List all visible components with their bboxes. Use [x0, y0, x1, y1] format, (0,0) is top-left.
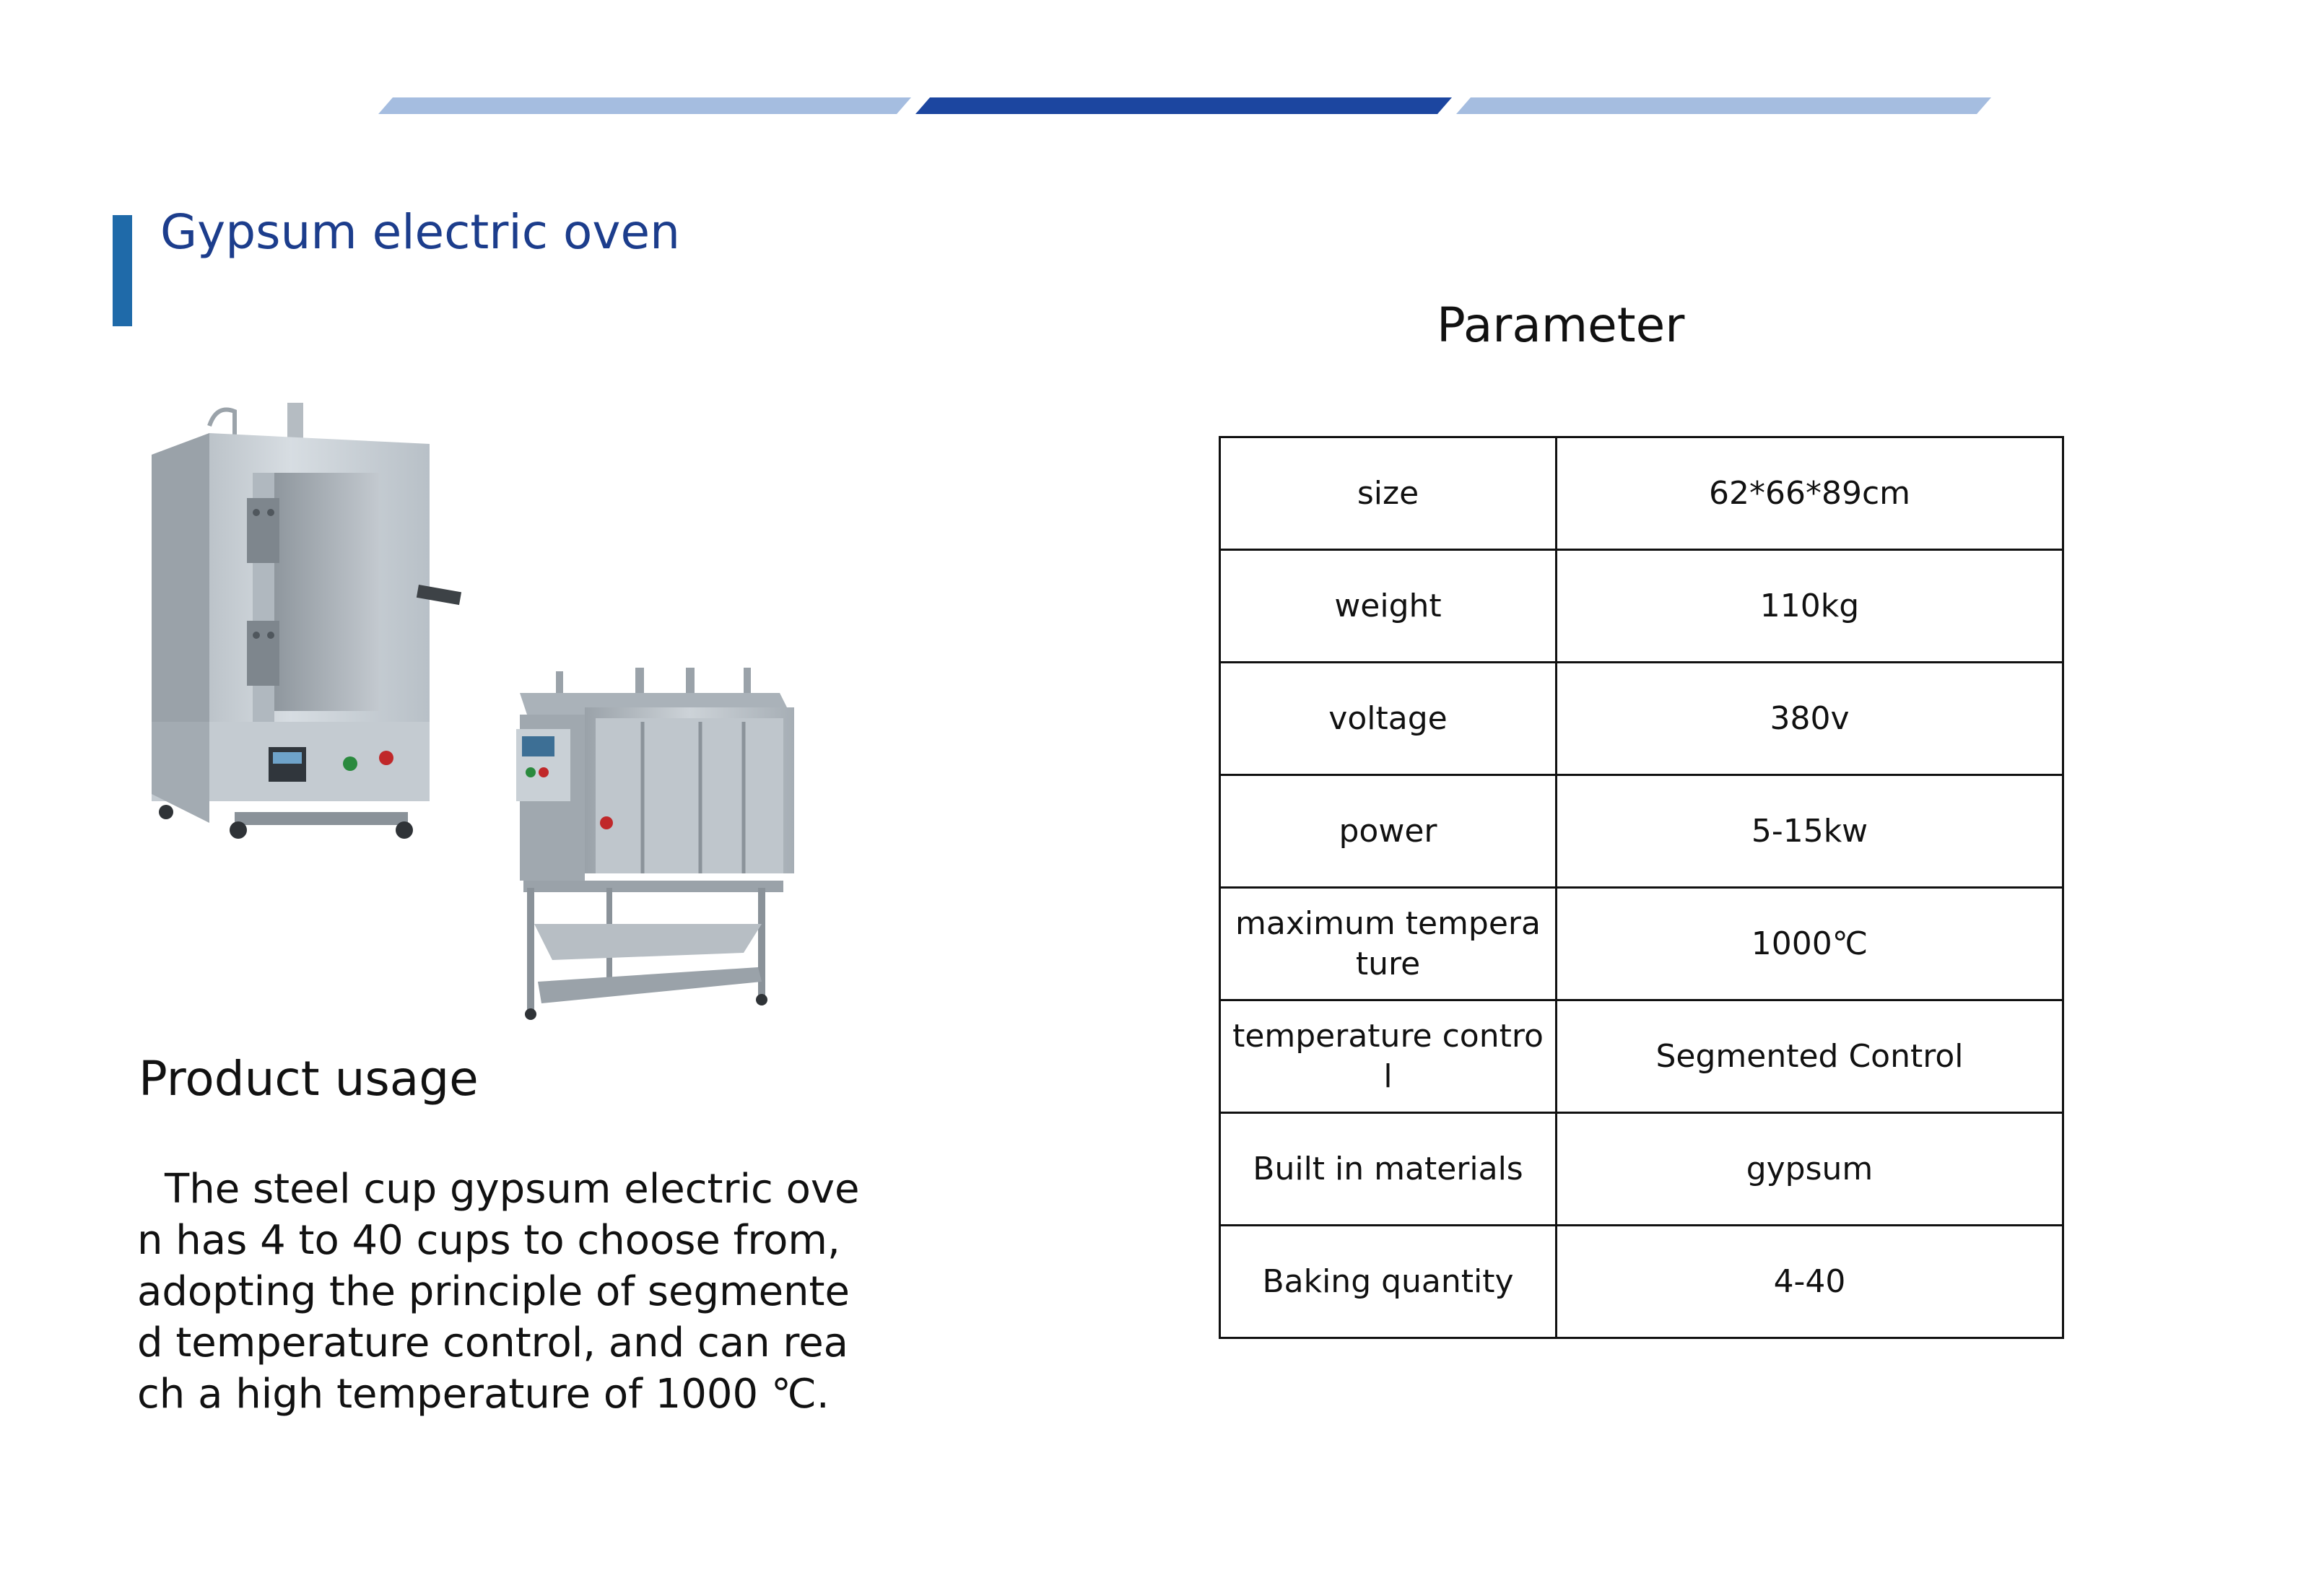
top-bar-center	[915, 97, 1452, 114]
param-key: temperature control	[1220, 1000, 1557, 1113]
param-value: 5-15kw	[1557, 775, 2063, 888]
product-images	[108, 390, 837, 1025]
param-key: size	[1220, 437, 1557, 550]
product-usage-text: The steel cup gypsum electric oven has 4 to 40 cups to choose from, adopting the principle of segmented temperature control, and can reach a high temperature of 1000 ℃.	[137, 1166, 860, 1418]
param-key: Baking quantity	[1220, 1226, 1557, 1338]
table-row	[1220, 437, 2063, 550]
param-key: voltage	[1220, 663, 1557, 775]
oven-cabinet-image	[152, 403, 461, 839]
parameter-table	[1219, 436, 2064, 1339]
page-title: Gypsum electric oven	[160, 204, 680, 260]
param-key: Built in materials	[1220, 1113, 1557, 1226]
table-row	[1220, 775, 2063, 888]
product-usage-heading: Product usage	[139, 1051, 479, 1107]
param-value: 4-40	[1557, 1226, 2063, 1338]
param-key: power	[1220, 775, 1557, 888]
table-row	[1220, 888, 2063, 1000]
param-value: 62*66*89cm	[1557, 437, 2063, 550]
param-value: 110kg	[1557, 550, 2063, 663]
table-row	[1220, 1113, 2063, 1226]
param-value: gypsum	[1557, 1113, 2063, 1226]
title-accent-bar	[113, 215, 132, 326]
param-value: Segmented Control	[1557, 1000, 2063, 1113]
parameter-heading: Parameter	[1437, 297, 1685, 353]
top-bar-right	[1456, 97, 1991, 114]
param-value: 380v	[1557, 663, 2063, 775]
table-row	[1220, 1000, 2063, 1113]
param-key: maximum temperature	[1220, 888, 1557, 1000]
table-row	[1220, 550, 2063, 663]
top-decorative-bars	[0, 0, 2324, 144]
top-bar-left	[378, 97, 911, 114]
table-row	[1220, 1226, 2063, 1338]
param-key: weight	[1220, 550, 1557, 663]
table-row	[1220, 663, 2063, 775]
oven-with-stand-image	[516, 668, 794, 1020]
param-value: 1000℃	[1557, 888, 2063, 1000]
